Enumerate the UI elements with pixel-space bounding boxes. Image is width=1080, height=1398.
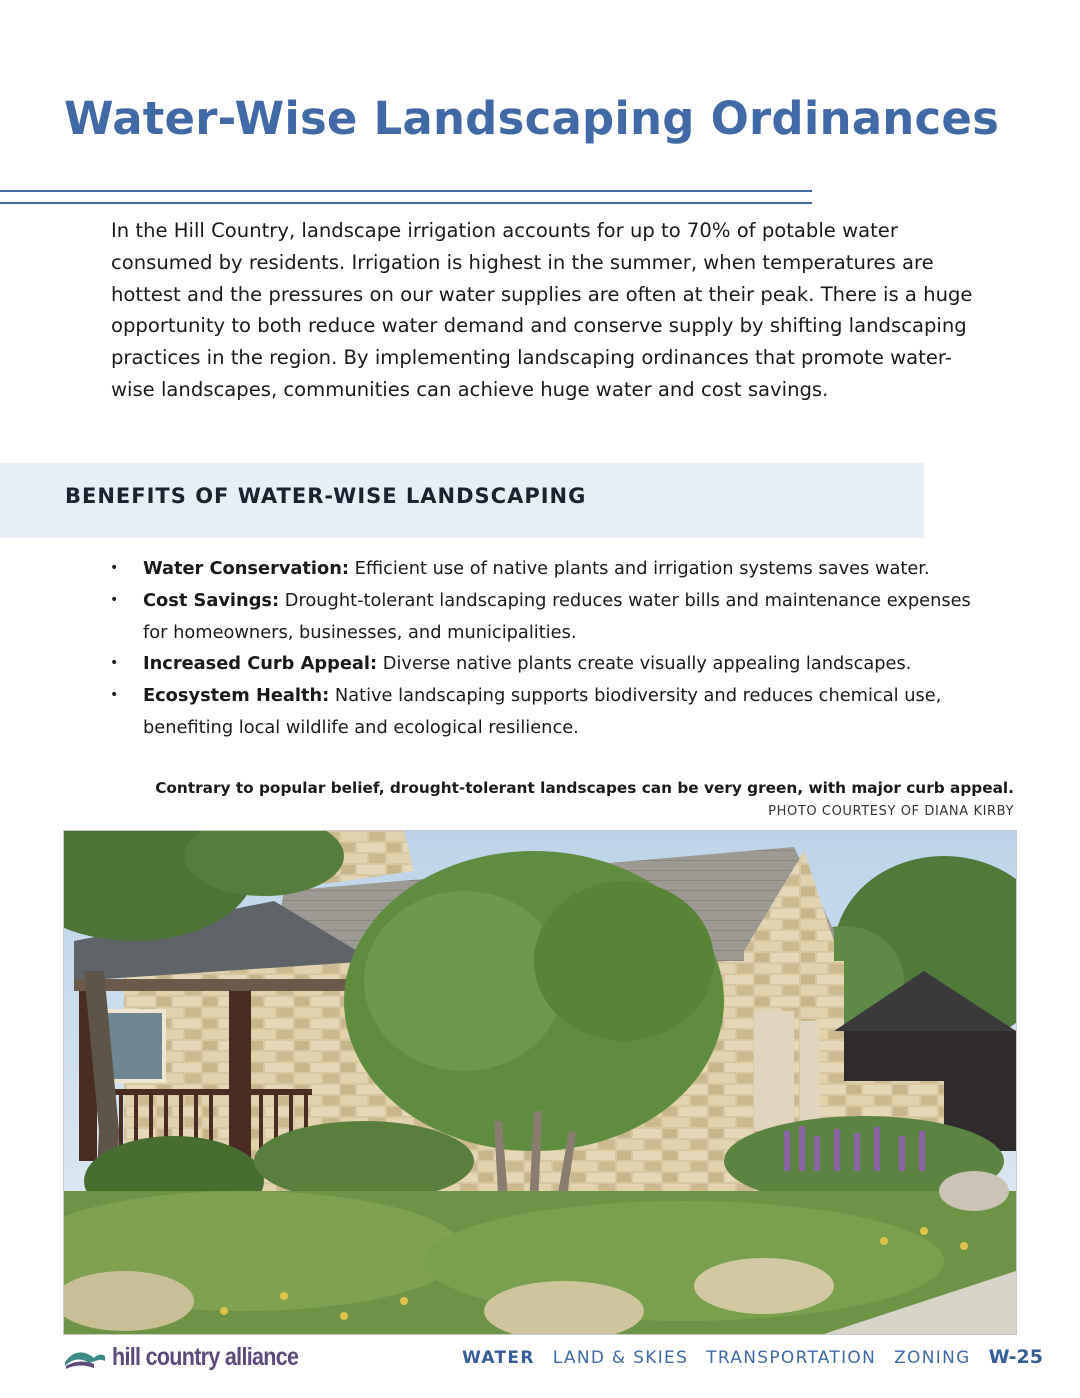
bullet-icon: •: [110, 655, 119, 672]
benefits-heading: BENEFITS OF WATER-WISE LANDSCAPING: [65, 484, 587, 508]
bullet-icon: •: [110, 560, 119, 576]
benefit-term: Cost Savings:: [143, 589, 280, 611]
benefit-text: Efficient use of native plants and irrigation systems saves water.: [349, 558, 930, 579]
benefit-term: Ecosystem Health:: [143, 685, 330, 707]
page-title: Water-Wise Landscaping Ordinances: [64, 92, 1000, 145]
bullet-icon: •: [110, 591, 119, 608]
nav-item-transportation[interactable]: TRANSPORTATION: [706, 1348, 877, 1368]
benefit-term: Water Conservation:: [143, 558, 350, 579]
nav-item-zoning[interactable]: ZONING: [894, 1348, 971, 1368]
hills-logo-icon: [64, 1344, 106, 1370]
list-item: [110, 553, 990, 585]
landscape-photo-illustration: [64, 831, 1016, 1334]
list-item: [110, 648, 990, 680]
title-rule-bottom: [0, 202, 812, 204]
benefits-list: [110, 553, 990, 744]
benefit-text: Drought-tolerant landscaping reduces water bills and maintenance expenses for homeowners, businesses, and municipalities.: [143, 589, 971, 643]
photo-credit: PHOTO COURTESY OF DIANA KIRBY: [768, 804, 1014, 819]
list-item: [110, 585, 990, 649]
nav-item-water[interactable]: WATER: [462, 1348, 535, 1368]
benefit-term: Increased Curb Appeal:: [143, 653, 378, 675]
hill-country-alliance-logo[interactable]: [64, 1339, 329, 1375]
landscape-photo: [63, 830, 1017, 1335]
photo-caption: Contrary to popular belief, drought-tolerant landscapes can be very green, with major curb appeal.: [155, 779, 1014, 797]
bullet-icon: •: [110, 687, 119, 704]
logo-text: hill country alliance: [112, 1342, 299, 1371]
benefit-text: Native landscaping supports biodiversity and reduces chemical use, benefiting local wildlife and ecological resilience.: [143, 685, 942, 738]
benefit-text: Diverse native plants create visually appealing landscapes.: [377, 653, 912, 675]
page-number: W-25: [988, 1346, 1043, 1368]
nav-item-land-and-skies[interactable]: LAND & SKIES: [552, 1348, 689, 1368]
title-rule-top: [0, 190, 812, 192]
intro-paragraph: In the Hill Country, landscape irrigation accounts for up to 70% of potable water consumed by residents. Irrigation is highest in the summer, when temperatures are hottest and the pressures on our water supplies are often at their peak. There is a huge opportunity to both reduce water demand and conserve supply by shifting landscaping practices in the region. By implementing landscaping ordinances that promote water-wise landscapes, communities can achieve huge water and cost savings.: [111, 219, 973, 401]
list-item: [110, 680, 990, 744]
footer-section-nav: [462, 1346, 1043, 1368]
